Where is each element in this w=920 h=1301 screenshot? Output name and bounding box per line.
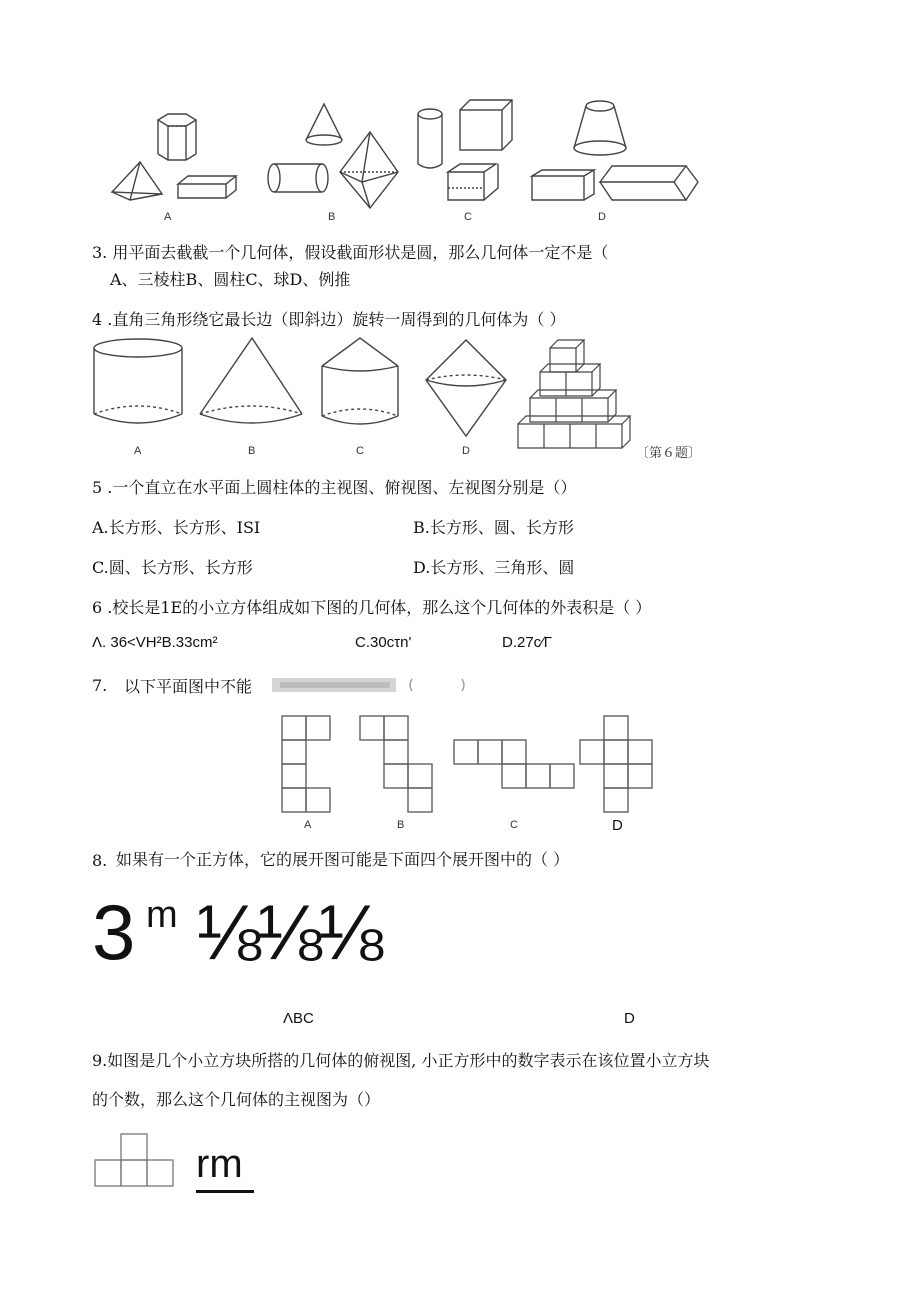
q8-garbled-3: 3	[92, 888, 136, 976]
octahedron-shape	[340, 132, 398, 208]
fig-q4-label-d: D	[462, 445, 470, 457]
pyramid-shape	[112, 162, 162, 200]
fig-q7-label-d: D	[612, 817, 623, 834]
q5-option-b: B.长方形、圆、长方形	[413, 518, 574, 537]
cone-shape	[306, 104, 342, 145]
fig-q7-label-a: A	[304, 819, 312, 831]
nets-figure-q7-svg	[276, 712, 576, 834]
triangular-prism-shape	[600, 166, 698, 200]
lying-cylinder-shape	[268, 164, 328, 192]
q5-stem: 5 .一个直立在水平面上圆柱体的主视图、俯视图、左视图分别是（）	[92, 478, 577, 497]
q7-number: 7.	[92, 676, 108, 695]
fig-q2-label-a: A	[164, 211, 172, 223]
fig-q4-label-c: C	[356, 445, 364, 457]
net-a-shape	[282, 716, 330, 812]
hex-prism-shape	[158, 114, 196, 160]
solids-figure-q2	[100, 92, 700, 224]
cylinder-shape	[94, 339, 182, 423]
net-d-figure	[578, 712, 656, 824]
fig-q7-label-c: C	[510, 819, 518, 831]
q3-options: A、三棱柱B、圆柱C、球D、例推	[110, 270, 351, 289]
q5-option-a: A.长方形、长方形、ISI	[92, 518, 261, 537]
fig-q2-label-b: B	[328, 211, 336, 223]
nets-figure-q7	[276, 712, 576, 834]
double-cone-shape	[426, 340, 506, 436]
q8-stem: 如果有一个正方体，它的展开图可能是下面四个展开图中的（ ）	[116, 850, 570, 869]
fig-q7-label-b: B	[397, 819, 405, 831]
cone-shape-b	[200, 338, 302, 423]
q7-stem: 以下平面图中不能	[124, 677, 253, 696]
q7-smudge-svg	[272, 676, 468, 694]
q5-option-d: D.长方形、三角形、圆	[413, 558, 575, 577]
slanted-prism-shape	[448, 164, 498, 200]
q9-garbled-rm: rm	[196, 1142, 243, 1186]
stacked-cubes-shape	[518, 340, 630, 448]
q9-stem-line-2: 的个数，那么这个几何体的主视图为（）	[92, 1090, 381, 1109]
q6-option-c: C.30cτn'	[355, 634, 412, 651]
q6-stem: 6 .校长是1E的小立方体组成如下图的几何体，那么这个几何体的外表积是（ ）	[92, 598, 652, 617]
cube-shape	[460, 100, 512, 150]
net-d-svg	[578, 712, 656, 824]
q7-stem-smudge	[272, 676, 468, 694]
net-b-shape	[360, 716, 432, 812]
q8-number: 8.	[92, 851, 108, 870]
fig-q4-label-b: B	[248, 445, 256, 457]
q4-stem: 4 .直角三角形绕它最长边（即斜边）旋转一周得到的几何体为（ ）	[92, 310, 566, 329]
solids-figure-q4	[88, 336, 718, 466]
q3-stem: 3. 用平面去截截一个几何体，假设截面形状是圆，那么几何体一定不是（	[92, 243, 609, 262]
solids-figure-q4-svg	[88, 336, 718, 466]
box-shape	[178, 176, 236, 198]
fig-q2-label-d: D	[598, 211, 606, 223]
q9-stem-line-1: 9.如图是几个小立方块所搭的几何体的俯视图, 小正方形中的数字表示在该位置小立方块	[92, 1051, 710, 1070]
q8-label-d: D	[624, 1010, 635, 1027]
front-view-svg	[94, 1132, 178, 1190]
q8-label-abc: ΛBC	[283, 1010, 314, 1027]
q8-garbled-fractions: ⅛⅛⅛	[196, 888, 380, 976]
q8-garbled-m: m	[146, 894, 178, 936]
q6-option-a: Λ. 36<VH²B.33cm²	[92, 634, 218, 651]
net-c-shape	[454, 740, 574, 788]
frustum-shape	[574, 101, 626, 155]
front-view-figure-q9	[94, 1132, 178, 1190]
cone-on-cylinder-shape	[322, 338, 398, 424]
solids-figure-svg	[100, 92, 700, 224]
fig-q4-label-a: A	[134, 445, 142, 457]
fig-q4-caption: 〔第６题〕	[636, 446, 702, 461]
q5-option-c: C.圆、长方形、长方形	[92, 558, 253, 577]
q9-garbled-underline	[196, 1190, 254, 1193]
fig-q2-label-c: C	[464, 211, 472, 223]
q6-option-d: D.27c∕Γ	[502, 634, 552, 651]
flat-box-shape	[532, 170, 594, 200]
tall-cylinder-shape	[418, 109, 442, 168]
